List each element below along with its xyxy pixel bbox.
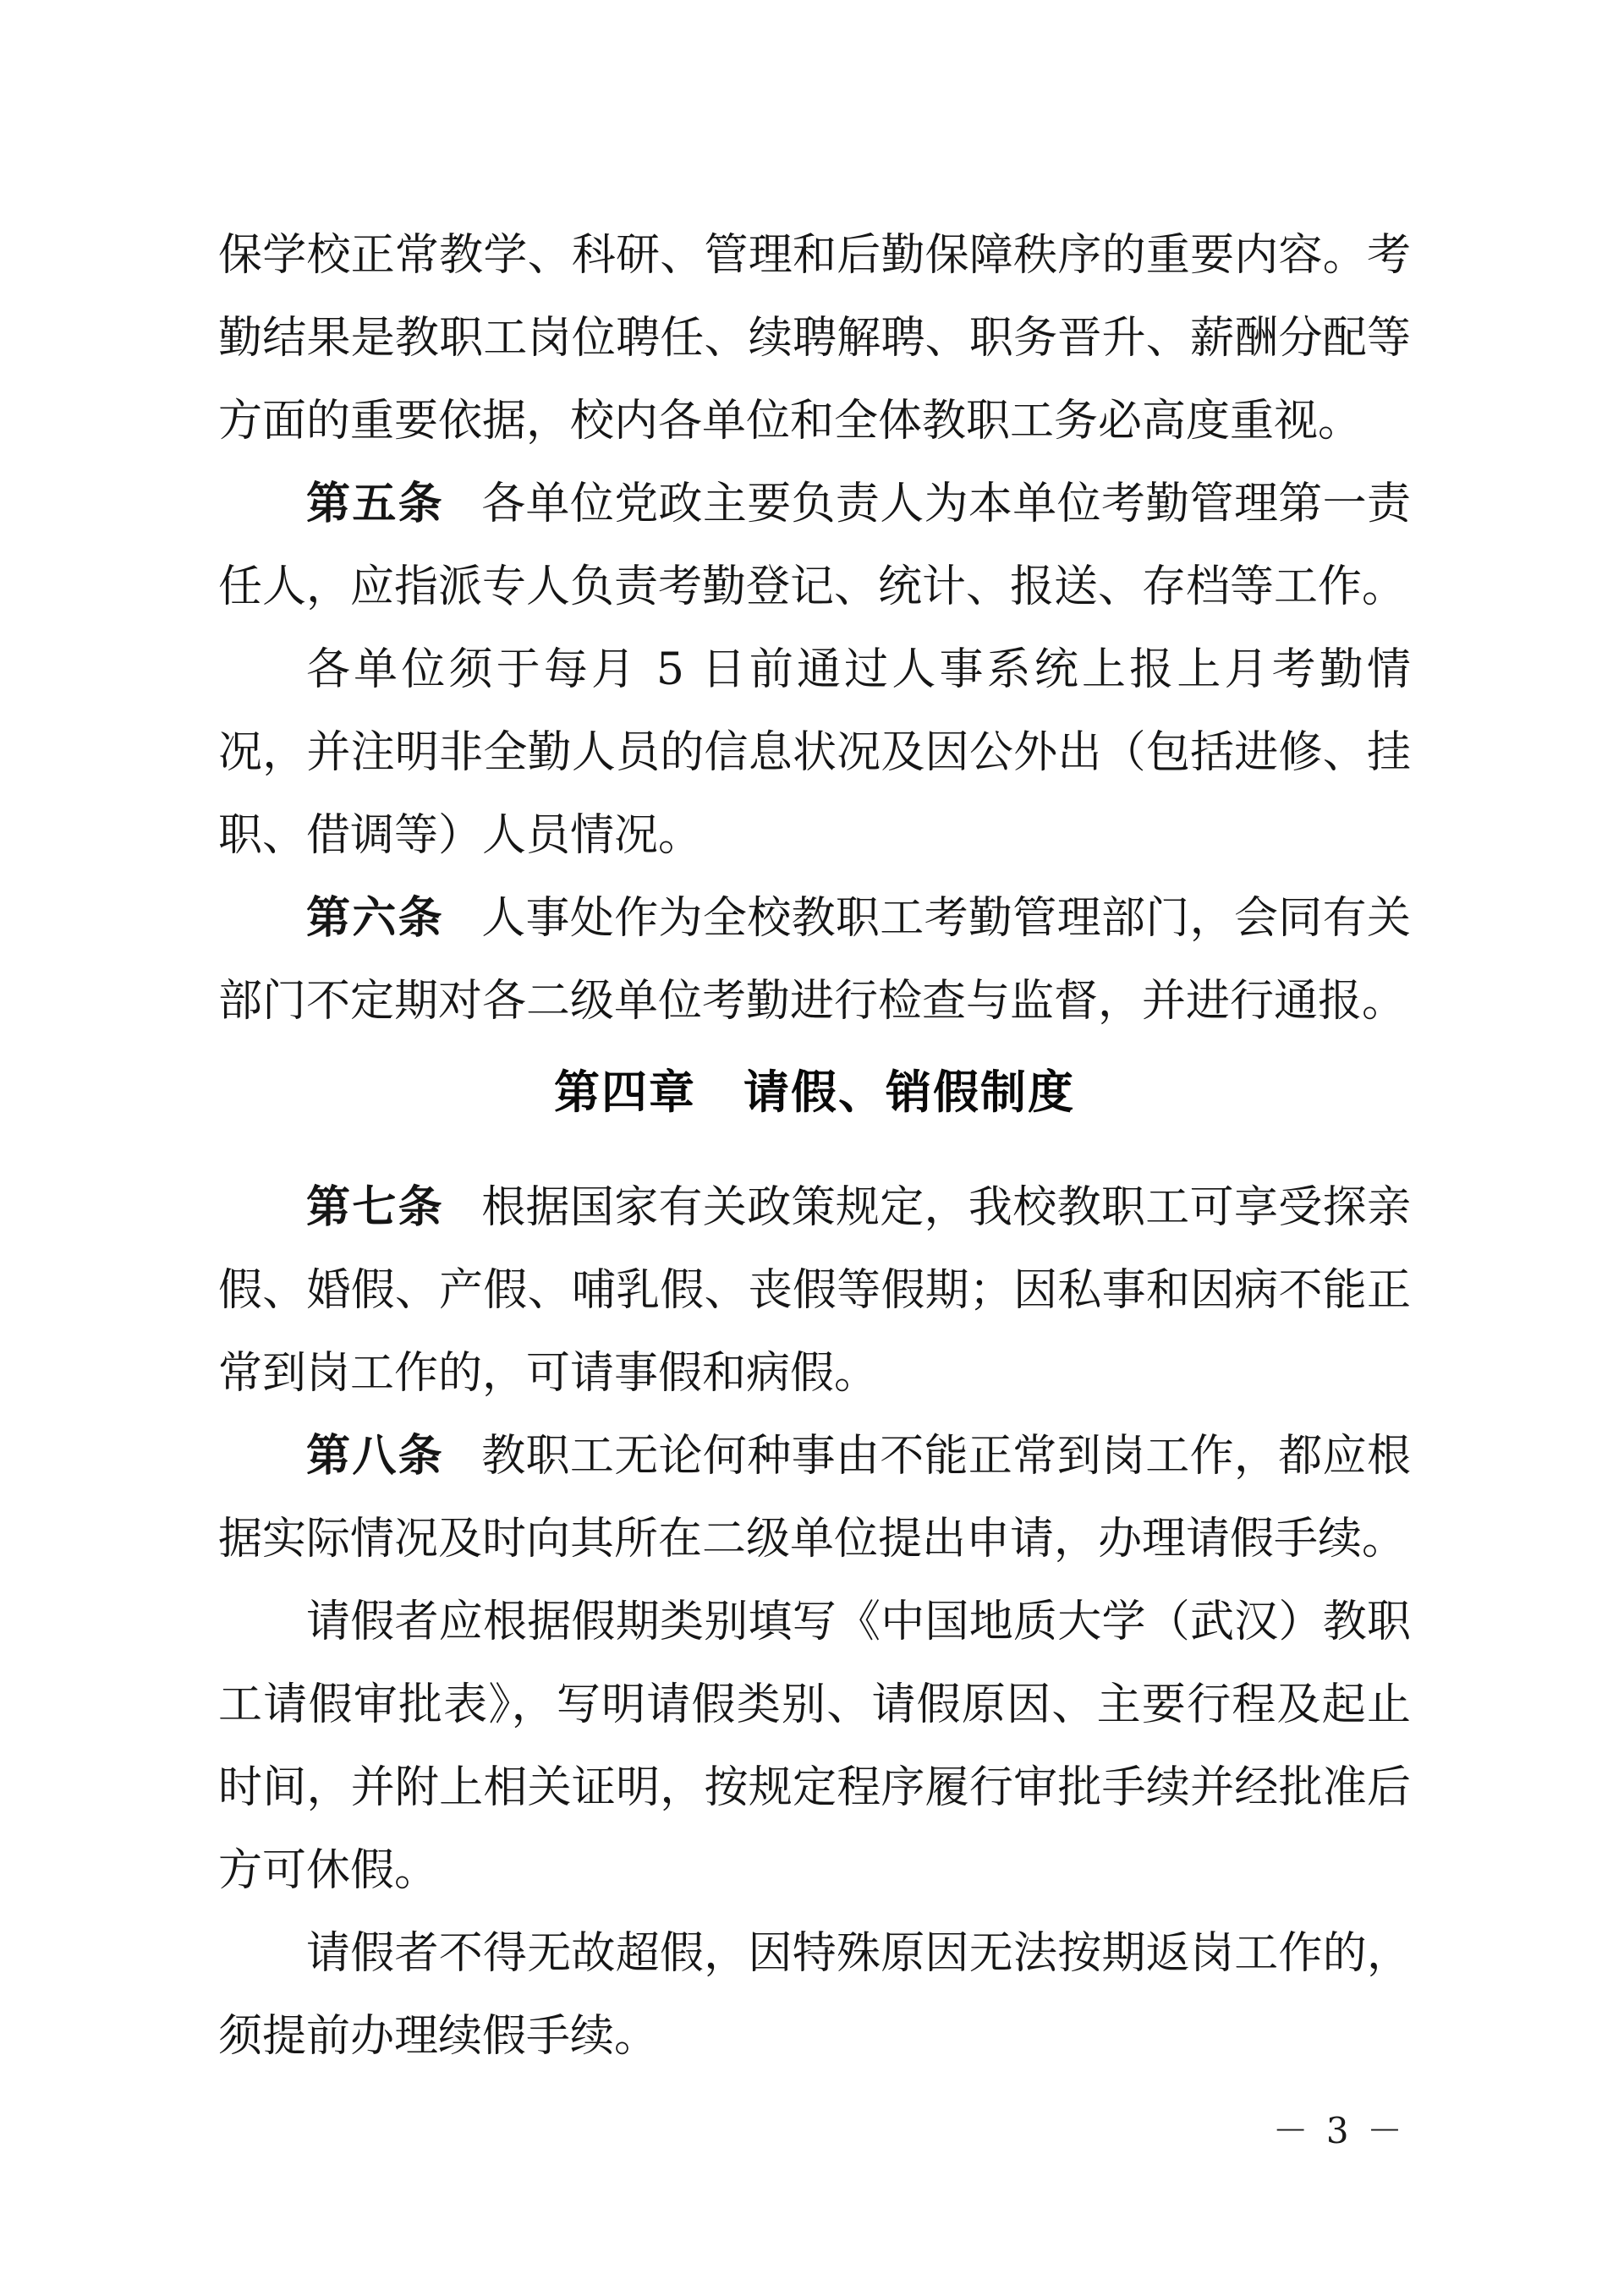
paragraph-text: 请假者不得无故超假，因特殊原因无法按期返岗工作的，须提前办理续假手续。 (218, 1928, 1411, 2062)
document-body (218, 214, 1411, 2078)
paragraph (218, 1912, 1411, 2078)
paragraph-text: 各单位须于每月 5 日前通过人事系统上报上月考勤情况，并注明非全勤人员的信息状况及因公外出（包括进修、挂职、借调等）人员情况。 (218, 644, 1411, 861)
article-term: 第五条 (306, 479, 445, 529)
page-number: － 3 － (1272, 2110, 1406, 2151)
article-term: 第七条 (306, 1182, 445, 1233)
paragraph-text: 根据国家有关政策规定，我校教职工可享受探亲假、婚假、产假、哺乳假、丧假等假期；因私事和因病不能正常到岗工作的，可请事假和病假。 (218, 1182, 1411, 1399)
article-term: 第六条 (306, 893, 445, 944)
paragraph-article-5 (218, 463, 1411, 628)
paragraph-text: 保学校正常教学、科研、管理和后勤保障秩序的重要内容。考勤结果是教职工岗位聘任、续聘解聘、职务晋升、薪酬分配等方面的重要依据，校内各单位和全体教职工务必高度重视。 (218, 230, 1411, 447)
paragraph-text: 各单位党政主要负责人为本单位考勤管理第一责任人，应指派专人负责考勤登记、统计、报送、存档等工作。 (218, 479, 1411, 612)
paragraph-article-7 (218, 1166, 1411, 1415)
paragraph-text: 请假者应根据假期类别填写《中国地质大学（武汉）教职工请假审批表》，写明请假类别、请假原因、主要行程及起止时间，并附上相关证明，按规定程序履行审批手续并经批准后方可休假。 (218, 1597, 1411, 1896)
paragraph-article-6 (218, 877, 1411, 1043)
paragraph-text: 人事处作为全校教职工考勤管理部门，会同有关部门不定期对各二级单位考勤进行检查与监督，并进行通报。 (218, 893, 1411, 1027)
paragraph (218, 1581, 1411, 1912)
article-term: 第八条 (306, 1431, 445, 1482)
paragraph-text: 教职工无论何种事由不能正常到岗工作，都应根据实际情况及时向其所在二级单位提出申请，办理请假手续。 (218, 1431, 1411, 1564)
paragraph-article-8 (218, 1415, 1411, 1581)
paragraph (218, 214, 1411, 463)
paragraph (218, 628, 1411, 877)
chapter-heading: 第四章 请假、销假制度 (554, 1066, 1075, 1119)
